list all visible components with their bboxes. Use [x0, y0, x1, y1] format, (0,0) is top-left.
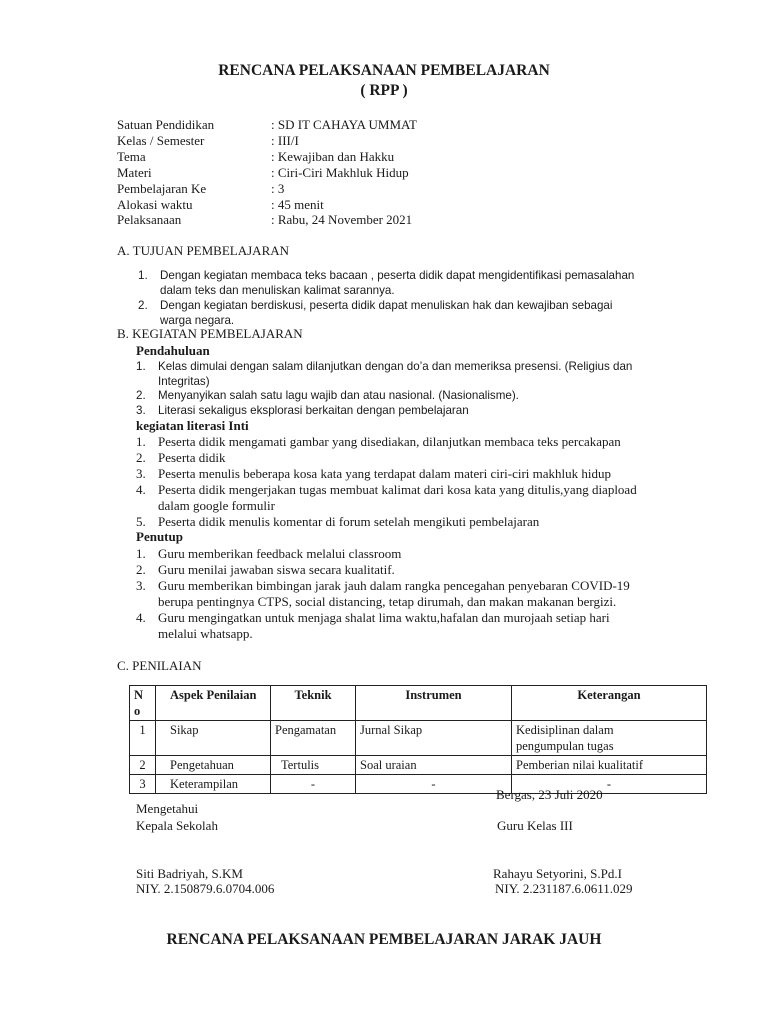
- list-item: Menyanyikan salah satu lagu wajib dan atau nasional. (Nasionalisme).: [158, 389, 519, 402]
- penilaian-table: [129, 685, 707, 794]
- list-number: 1.: [136, 434, 146, 449]
- table-header-row: [130, 686, 707, 721]
- list-number: 2.: [136, 450, 146, 465]
- cell-no: 2: [130, 756, 156, 775]
- pendahuluan-heading: Pendahuluan: [136, 343, 210, 358]
- list-item-cont: Integritas): [158, 375, 210, 388]
- identity-value: : Rabu, 24 November 2021: [271, 212, 413, 227]
- list-item: Literasi sekaligus eksplorasi berkaitan dengan pembelajaran: [158, 404, 469, 417]
- header-keterangan: Keterangan: [512, 686, 707, 721]
- identity-label: Materi: [117, 165, 152, 180]
- list-item: Kelas dimulai dengan salam dilanjutkan dengan do’a dan memeriksa presensi. (Religius dan: [158, 360, 633, 373]
- list-number: 2.: [136, 389, 146, 402]
- document-title: RENCANA PELAKSANAAN PEMBELAJARAN: [218, 62, 550, 79]
- guru-niy: NIY. 2.231187.6.0611.029: [495, 881, 633, 896]
- penutup-heading: Penutup: [136, 529, 183, 544]
- identity-label: Pembelajaran Ke: [117, 181, 207, 196]
- kepala-sekolah-label: Kepala Sekolah: [136, 818, 218, 833]
- kepala-niy: NIY. 2.150879.6.0704.006: [136, 881, 275, 896]
- identity-label: Satuan Pendidikan: [117, 117, 215, 132]
- cell-teknik: Tertulis: [271, 756, 356, 775]
- list-item: Dengan kegiatan berdiskusi, peserta didik dapat menuliskan hak dan kewajiban sebagai: [160, 299, 613, 312]
- cell-instrumen: -: [356, 775, 512, 794]
- list-item: Guru mengingatkan untuk menjaga shalat lima waktu,hafalan dan murojaah setiap hari: [158, 610, 610, 625]
- table-row: [130, 756, 707, 775]
- list-item-cont: dalam teks dan menuliskan kalimat sarannya.: [160, 284, 395, 297]
- list-item: Peserta didik: [158, 450, 226, 465]
- cell-aspek: Pengetahuan: [156, 756, 271, 775]
- list-item-cont: warga negara.: [160, 314, 235, 327]
- list-number: 4.: [136, 482, 146, 497]
- list-number: 1.: [138, 269, 148, 282]
- identity-label: Tema: [117, 149, 146, 164]
- cell-no: 3: [130, 775, 156, 794]
- list-item: Guru memberikan bimbingan jarak jauh dalam rangka pencegahan penyebaran COVID-19: [158, 578, 630, 593]
- list-item-cont: melalui whatsapp.: [158, 626, 253, 641]
- table-row: [130, 775, 707, 794]
- list-item: Peserta didik mengerjakan tugas membuat kalimat dari kosa kata yang ditulis,yang diapload: [158, 482, 637, 497]
- cell-instrumen: Jurnal Sikap: [356, 721, 512, 756]
- section-b-heading: B. KEGIATAN PEMBELAJARAN: [117, 326, 303, 341]
- header-teknik: Teknik: [271, 686, 356, 721]
- cell-no: 1: [130, 721, 156, 756]
- kepala-name: Siti Badriyah, S.KM: [136, 866, 243, 881]
- list-number: 5.: [136, 514, 146, 529]
- document-subtitle: ( RPP ): [360, 82, 408, 99]
- identity-value: : Kewajiban dan Hakku: [271, 149, 395, 164]
- identity-label: Alokasi waktu: [117, 197, 193, 212]
- list-item: Peserta didik menulis komentar di forum setelah mengikuti pembelajaran: [158, 514, 540, 529]
- guru-name: Rahayu Setyorini, S.Pd.I: [493, 866, 622, 881]
- list-item: Peserta menulis beberapa kosa kata yang terdapat dalam materi ciri-ciri makhluk hidup: [158, 466, 612, 481]
- list-number: 1.: [136, 360, 146, 373]
- list-item: Dengan kegiatan membaca teks bacaan , peserta didik dapat mengidentifikasi pemasalahan: [160, 269, 635, 282]
- identity-value: : 3: [271, 181, 285, 196]
- list-item: Guru menilai jawaban siswa secara kualitatif.: [158, 562, 395, 577]
- identity-value: : III/I: [271, 133, 299, 148]
- cell-aspek: Keterampilan: [156, 775, 271, 794]
- list-number: 3.: [136, 578, 146, 593]
- identity-value: : Ciri-Ciri Makhluk Hidup: [271, 165, 409, 180]
- list-number: 2.: [138, 299, 148, 312]
- section-a-heading: A. TUJUAN PEMBELAJARAN: [117, 243, 290, 258]
- cell-teknik: Pengamatan: [271, 721, 356, 756]
- cell-keterangan: Kedisiplinan dalam pengumpulan tugas: [512, 721, 707, 756]
- list-number: 1.: [136, 546, 146, 561]
- list-number: 2.: [136, 562, 146, 577]
- section-c-heading: C. PENILAIAN: [117, 658, 202, 673]
- header-aspek: Aspek Penilaian: [156, 686, 271, 721]
- header-instrumen: Instrumen: [356, 686, 512, 721]
- mengetahui-label: Mengetahui: [136, 801, 199, 816]
- place-date: Bergas, 23 Juli 2020: [496, 787, 603, 802]
- list-item-cont: dalam google formulir: [158, 498, 275, 513]
- cell-aspek: Sikap: [156, 721, 271, 756]
- list-item-cont: berupa pentingnya CTPS, social distancing, tetap dirumah, dan makan makanan bergizi.: [158, 594, 617, 609]
- identity-label: Kelas / Semester: [117, 133, 205, 148]
- identity-label: Pelaksanaan: [117, 212, 182, 227]
- identity-value: : SD IT CAHAYA UMMAT: [271, 117, 417, 132]
- list-item: Peserta didik mengamati gambar yang disediakan, dilanjutkan membaca teks percakapan: [158, 434, 621, 449]
- list-item: Guru memberikan feedback melalui classroom: [158, 546, 402, 561]
- header-no: N o: [130, 686, 156, 721]
- cell-instrumen: Soal uraian: [356, 756, 512, 775]
- guru-kelas-label: Guru Kelas III: [497, 818, 573, 833]
- document-title-2: RENCANA PELAKSANAAN PEMBELAJARAN JARAK JAUH: [166, 931, 602, 948]
- cell-keterangan: Pemberian nilai kualitatif: [512, 756, 707, 775]
- inti-heading: kegiatan literasi Inti: [136, 418, 249, 433]
- list-number: 3.: [136, 466, 146, 481]
- cell-keterangan: -: [512, 775, 707, 794]
- list-number: 4.: [136, 610, 146, 625]
- list-number: 3.: [136, 404, 146, 417]
- table-row: [130, 721, 707, 756]
- cell-teknik: -: [271, 775, 356, 794]
- identity-value: : 45 menit: [271, 197, 324, 212]
